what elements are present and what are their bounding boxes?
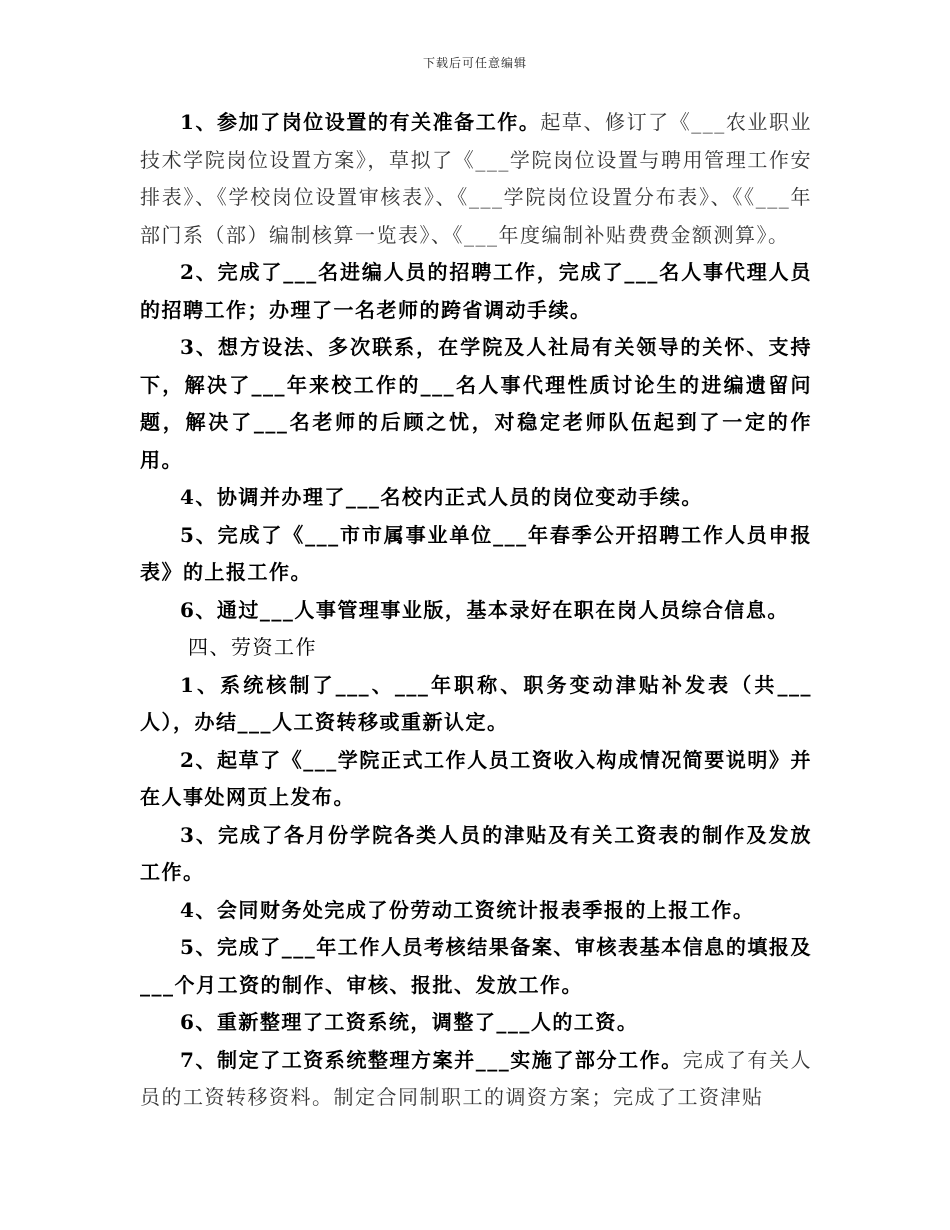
- paragraph-11: 5、完成了___年工作人员考核结果备案、审核表基本信息的填报及___个月工资的制作、审核、报批、发放工作。: [140, 935, 812, 997]
- paragraph-13-rest: 完成了有关人员的工资转移资料。制定合同制职工的调资方案；完成了工资津贴: [140, 1047, 813, 1109]
- paragraph-9: 3、完成了各月份学院各类人员的津贴及有关工资表的制作及发放工作。: [140, 822, 812, 884]
- paragraph-1-lead: 1、参加了岗位设置的有关准备工作。: [180, 110, 541, 134]
- document-body: [140, 104, 812, 1117]
- paragraph-8: 2、起草了《___学院正式工作人员工资收入构成情况简要说明》并在人事处网页上发布。: [140, 747, 812, 809]
- paragraph-12: 6、重新整理了工资系统，调整了___人的工资。: [180, 1010, 639, 1034]
- page-header: 下载后可任意编辑: [422, 56, 527, 70]
- paragraph-7: 1、系统核制了___、___年职称、职务变动津贴补发表（共___人），办结___人工资转移或重新认定。: [140, 672, 812, 734]
- paragraph-2: 2、完成了___名进编人员的招聘工作，完成了___名人事代理人员的招聘工作；办理了一名老师的跨省调动手续。: [140, 260, 812, 322]
- paragraph-6: 6、通过___人事管理事业版，基本录好在职在岗人员综合信息。: [180, 597, 789, 622]
- paragraph-1: [140, 104, 812, 254]
- paragraph-4: 4、协调并办理了___名校内正式人员的岗位变动手续。: [180, 485, 703, 509]
- section-heading: 四、劳资工作: [188, 635, 317, 659]
- paragraph-13: [140, 1042, 812, 1117]
- paragraph-3: 3、想方设法、多次联系，在学院及人社局有关领导的关怀、支持下，解决了___年来校工作的___名人事代理性质讨论生的进编遗留问题，解决了___名老师的后顾之忧，对稳定老师队伍起到了一定的作用。: [140, 335, 812, 472]
- paragraph-1-rest: 起草、修订了《___农业职业技术学院岗位设置方案》，草拟了《___学院岗位设置与聘用管理工作安排表》、《学校岗位设置审核表》、《___学院岗位设置分布表》、《《___年部门系（部）编制核算一览表》、《___年度编制补贴费费金额测算》。: [140, 110, 812, 247]
- paragraph-13-lead: 7、制定了工资系统整理方案并___实施了部分工作。: [180, 1047, 683, 1072]
- paragraph-10: 4、会同财务处完成了份劳动工资统计报表季报的上报工作。: [180, 897, 755, 922]
- paragraph-5: 5、完成了《___市市属事业单位___年春季公开招聘工作人员申报表》的上报工作。: [140, 522, 812, 584]
